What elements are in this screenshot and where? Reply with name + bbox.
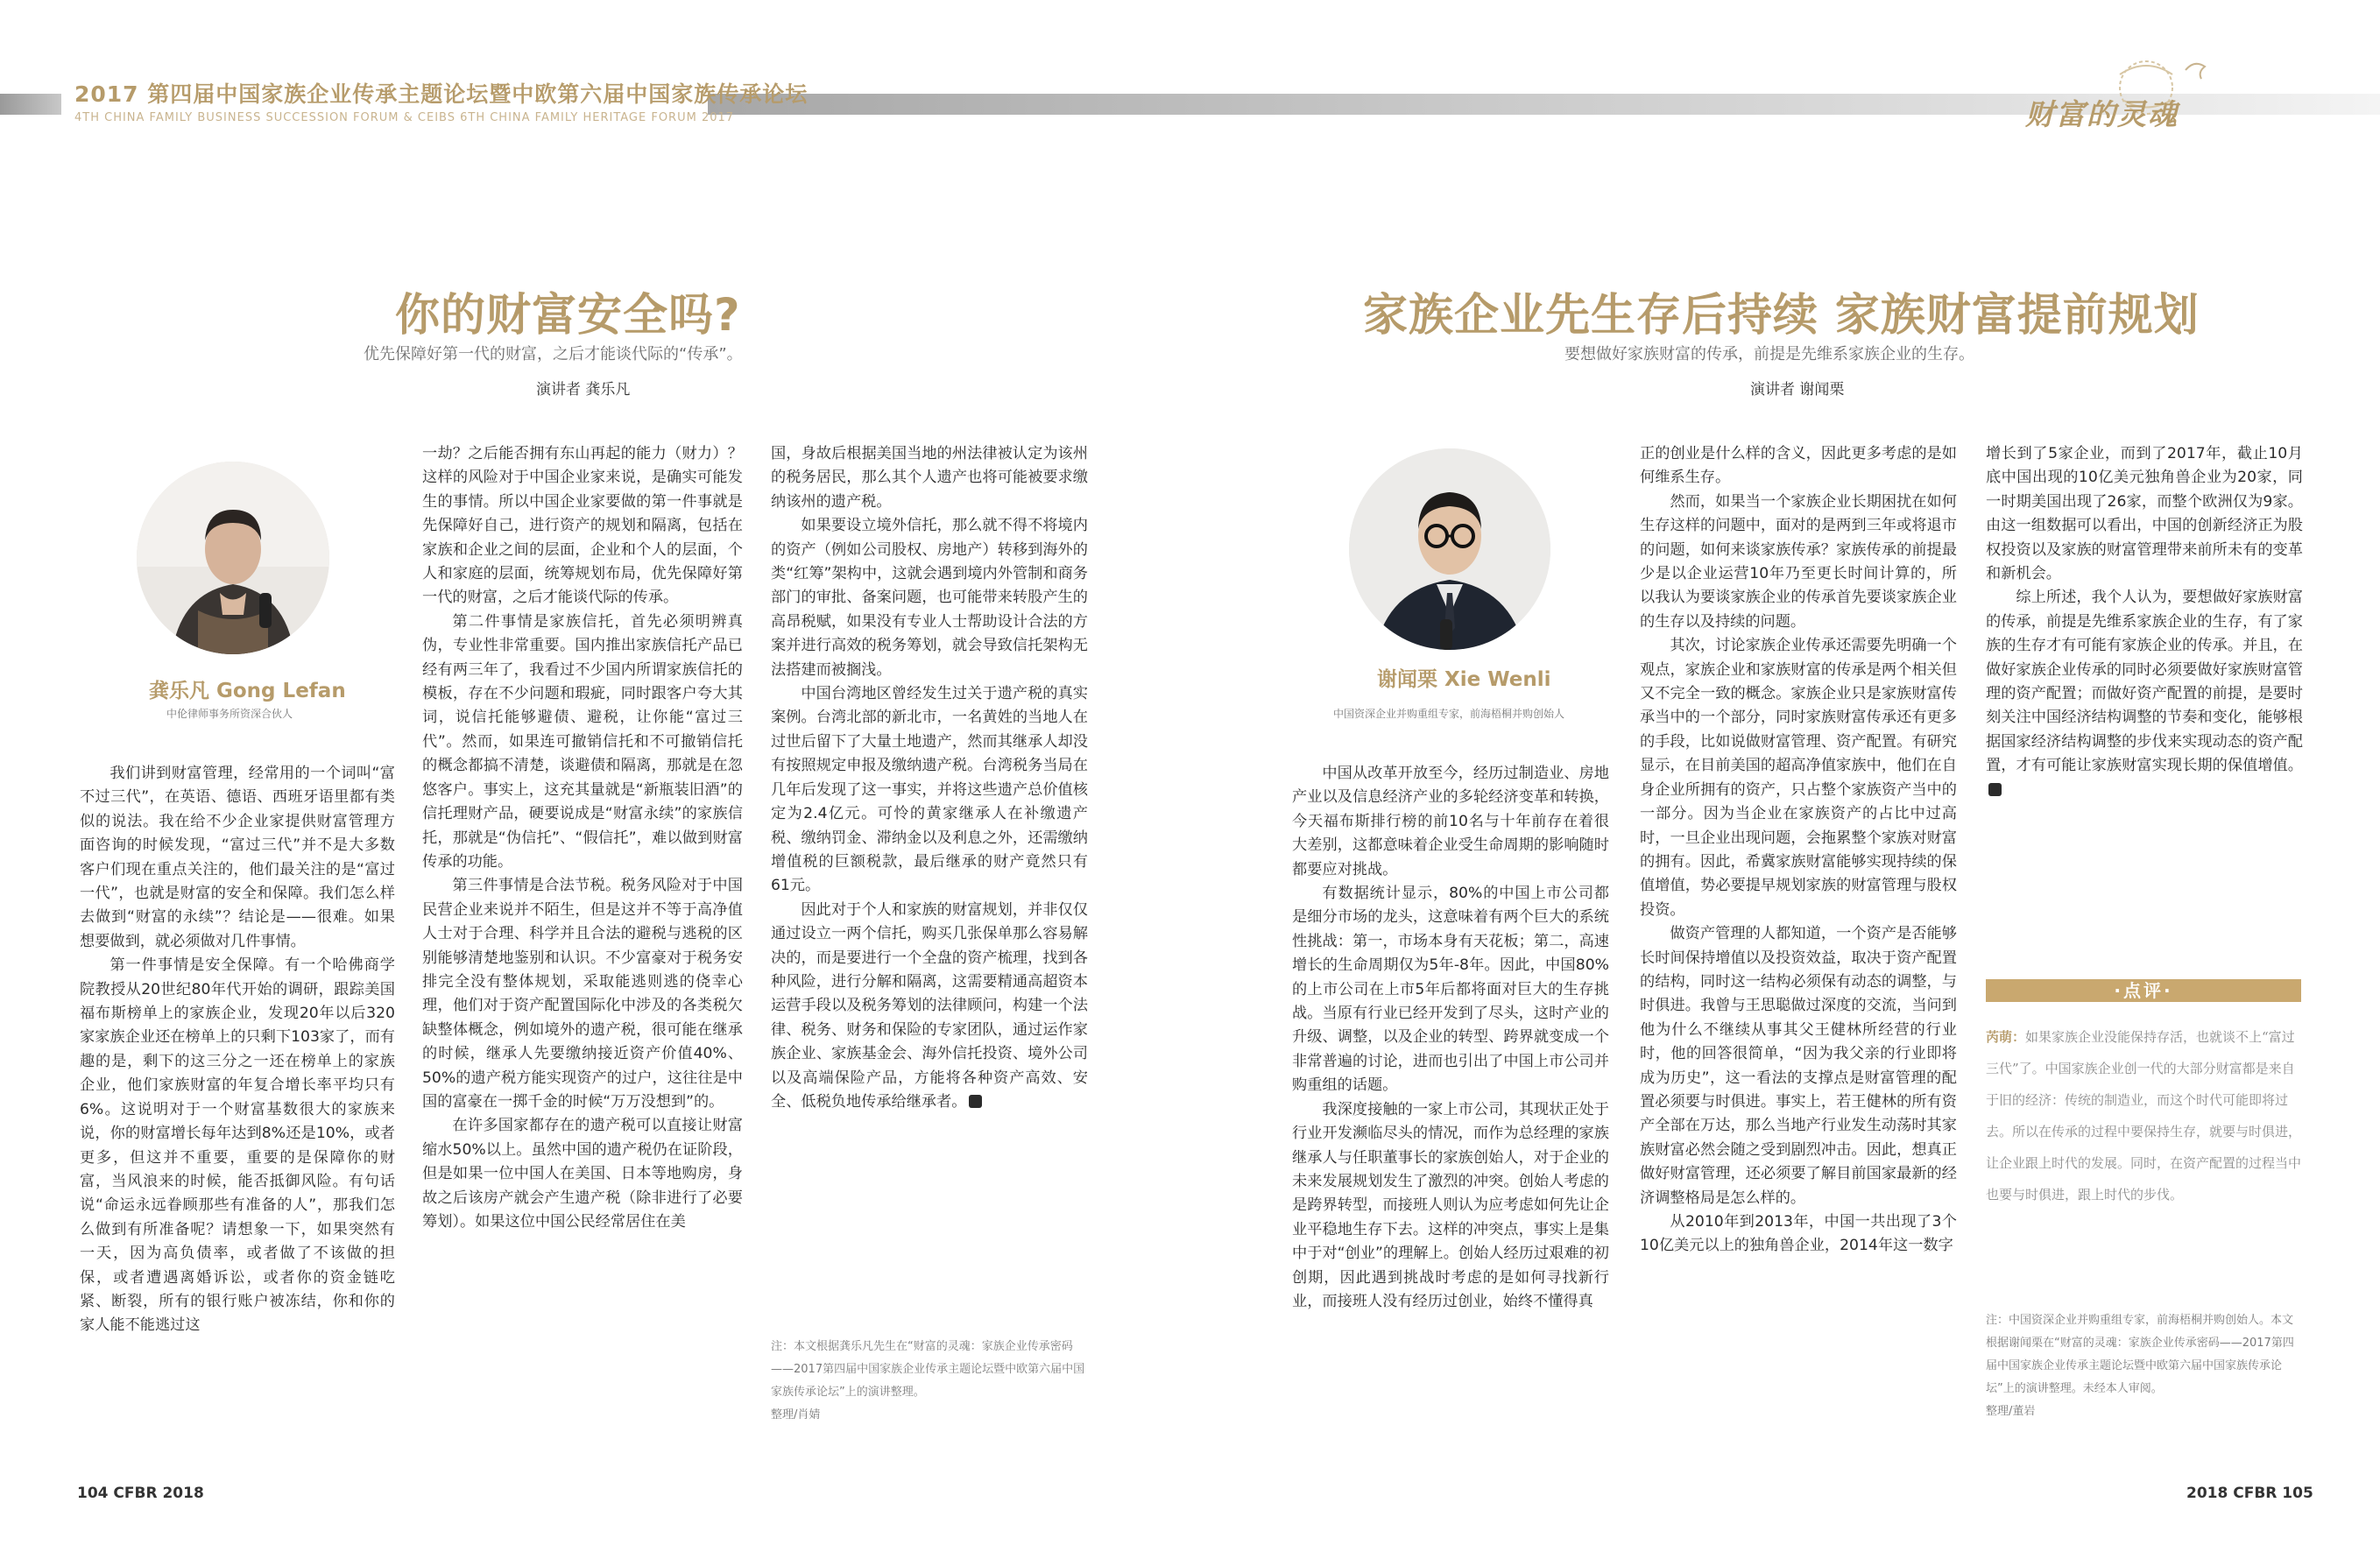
right-article-col-3 xyxy=(1986,442,2303,802)
left-speaker-name: 龚乐凡 Gong Lefan xyxy=(149,680,346,702)
right-speaker-name: 谢闻栗 Xie Wenli xyxy=(1377,668,1551,691)
paragraph: 我们讲到财富管理，经常用的一个词叫“富不过三代”，在英语、德语、西班牙语里都有类似的说法。我在给不少企业家提供财富管理方面咨询的时候发现，“富过三代”并不是大多数客户们现在重点关注的，他们最关注的是“富过一代”，也就是财富的安全和保障。我们怎么样去做到“财富的永续”？结论是——很难。如果想要做到，就必须做对几件事情。 xyxy=(80,765,395,950)
comment-text: 如果家族企业没能保持存活，也就谈不上“富过三代”了。中国家族企业创一代的大部分财富都是来自于旧的经济：传统的制造业，而这个时代可能即将过去。所以在传承的过程中要保持生存，就要与时俱进，让企业跟上时代的发展。同时，在资产配置的过程当中也要与时俱进，跟上时代的步伐。 xyxy=(1986,1029,2302,1203)
comment-body xyxy=(1986,1021,2303,1210)
paragraph: 国，身故后根据美国当地的州法律被认定为该州的税务居民，那么其个人遗产也将可能被要求缴纳该州的遗产税。 xyxy=(771,445,1088,511)
speaker-portrait-gong xyxy=(137,462,329,654)
paragraph: 增长到了5家企业，而到了2017年，截止10月底中国出现的10亿美元独角兽企业为20家，同一时期美国出现了26家，而整个欧洲仅为9家。由这一组数据可以看出，中国的创新经济正为股权投资以及家族的财富管理带来前所未有的变革和新机会。 xyxy=(1986,445,2303,583)
paragraph: 在许多国家都存在的遗产税可以直接让财富缩水50%以上。虽然中国的遗产税仍在证阶段，但是如果一位中国人在美国、日本等地购房，身故之后该房产就会产生遗产税（除非进行了必要筹划）。如果这位中国公民经常居住在美 xyxy=(422,1117,743,1231)
left-article-col-3 xyxy=(771,442,1088,1114)
right-article-col-2 xyxy=(1640,442,1957,1259)
note-text: 注：本文根据龚乐凡先生在“财富的灵魂：家族企业传承密码——2017第四届中国家族企业传承主题论坛暨中欧第六届中国家族传承论坛”上的演讲整理。 xyxy=(771,1340,1085,1399)
left-page-folio: 104 CFBR 2018 xyxy=(77,1485,204,1502)
paragraph-text: 综上所述，我个人认为，要想做好家族财富的传承，前提是先维系家族企业的生存，有了家族的生存才有可能有家族企业的传承。并且，在做好家族企业传承的同时必须要做好家族财富管理的资产配置；而做好资产配置的前提，是要时刻关注中国经济结构调整的节奏和变化，能够根据国家经济结构调整的步伐来实现动态的资产配置，才有可能让家族财富实现长期的保值增值。 xyxy=(1986,589,2303,775)
note-editor: 整理/肖婧 xyxy=(771,1408,821,1421)
paragraph: 第一件事情是安全保障。有一个哈佛商学院教授从20世纪80年代开始的调研，跟踪美国福布斯榜单上的家族企业，发现20年以后320家家族企业还在榜单上的只剩下103家了，而有趣的是，剩下的这三分之一还在榜单上的家族企业，他们家族财富的年复合增长率平均只有6%。这说明对于一个财富基数很大的家族来说，你的财富增长每年达到8%还是10%，或者更多，但这并不重要，重要的是保障你的财富，当风浪来的时候，能否抵御风险。有句话说“命运永远眷顾那些有准备的人”，那我们怎么做到有所准备呢？请想象一下，如果突然有一天，因为高负债率，或者做了不该做的担保，或者遭遇离婚诉讼，或者你的资金链吃紧、断裂，所有的银行账户被冻结，你和你的家人能不能逃过这 xyxy=(80,956,395,1335)
left-article-author: 演讲者 龚乐凡 xyxy=(536,381,631,399)
magazine-logo: 财富的灵魂 xyxy=(2025,97,2179,131)
left-article-col-1 xyxy=(80,762,395,1338)
forum-title: 2017 第四届中国家族企业传承主题论坛暨中欧第六届中国家族传承论坛 xyxy=(74,81,809,107)
paragraph: 从2010年到2013年，中国一共出现了3个10亿美元以上的独角兽企业，2014年这一数字 xyxy=(1640,1213,1957,1255)
note-editor: 整理/董岩 xyxy=(1986,1405,2036,1418)
left-article-note xyxy=(771,1336,1088,1427)
note-text: 注：中国资深企业并购重组专家，前海梧桐并购创始人。本文根据谢闻栗在“财富的灵魂：家族企业传承密码——2017第四届中国家族企业传承主题论坛暨中欧第六届中国家族传承论坛”上的演讲整理。未经本人审阅。 xyxy=(1986,1314,2294,1395)
speaker-portrait-xie xyxy=(1349,448,1550,650)
paragraph: 如果要设立境外信托，那么就不得不将境内的资产（例如公司股权、房地产）转移到海外的类“红筹”架构中，这就会遇到境内外管制和商务部门的审批、备案问题，也可能带来转股产生的高昂税赋，如果没有专业人士帮助设计合法的方案并进行高效的税务筹划，就会导致信托架构无法搭建而被搁浅。 xyxy=(771,517,1088,679)
right-article-author: 演讲者 谢闻栗 xyxy=(1750,381,1845,399)
paragraph: 中国从改革开放至今，经历过制造业、房地产业以及信息经济产业的多轮经济变革和转换，今天福布斯排行榜的前10名与十年前存在着很大差别，这都意味着企业受生命周期的影响随时都要应对挑战。 xyxy=(1292,765,1609,878)
paragraph xyxy=(1986,586,2303,802)
paragraph: 然而，如果当一个家族企业长期困扰在如何生存这样的问题中，面对的是两到三年或将退市的问题，如何来谈家族传承？家族传承的前提最少是以企业运营10年乃至更长时间计算的，所以我认为要谈家族企业的传承首先要谈家族企业的生存以及持续的问题。 xyxy=(1640,492,1957,631)
paragraph: 做资产管理的人都知道，一个资产是否能够长时间保持增值以及投资效益，取决于资产配置的结构，同时这一结构必须保有动态的调整，与时俱进。我曾与王思聪做过深度的交流，当问到他为什么不继续从事其父王健林所经营的行业时，他的回答很简单，“因为我父亲的行业即将成为历史”，这一看法的支撑点是财富管理的配置必须要与时俱进。事实上，若王健林的所有资产全部在万达，那么当地产行业发生动荡时其家族财富必然会随之受到剧烈冲击。因此，想真正做好财富管理，还必须要了解目前国家最新的经济调整格局是怎么样的。 xyxy=(1640,925,1957,1207)
right-article-note xyxy=(1986,1309,2303,1423)
right-page-folio: 2018 CFBR 105 xyxy=(2186,1485,2313,1502)
paragraph: 正的创业是什么样的含义，因此更多考虑的是如何维系生存。 xyxy=(1640,445,1957,487)
end-mark-icon xyxy=(1988,783,2002,796)
right-article-title: 家族企业先生存后持续 家族财富提前规划 xyxy=(1363,290,2200,342)
header-bar-left xyxy=(0,94,61,115)
forum-subtitle: 4TH CHINA FAMILY BUSINESS SUCCESSION FORUM & CEIBS 6TH CHINA FAMILY HERITAGE FORUM 2017 xyxy=(74,111,735,124)
comment-header: ·点评· xyxy=(1986,979,2301,1002)
paragraph: 有数据统计显示，80%的中国上市公司都是细分市场的龙头，这意味着有两个巨大的系统性挑战：第一，市场本身有天花板；第二，高速增长的生命周期仅为5年-8年。因此，中国80%的上市公司在上市5年后都将面对巨大的生存挑战。当原有行业已经开发到了尽头，这时产业的升级、调整，以及企业的转型、跨界就变成一个非常普遍的讨论，进而也引出了中国上市公司并购重组的话题。 xyxy=(1292,885,1609,1095)
left-speaker-desc: 中伦律师事务所资深合伙人 xyxy=(166,708,293,720)
comment-author: 芮萌： xyxy=(1986,1029,2026,1045)
right-article-subtitle: 要想做好家族财富的传承，前提是先维系家族企业的生存。 xyxy=(1564,345,1974,363)
left-article-subtitle: 优先保障好第一代的财富，之后才能谈代际的“传承”。 xyxy=(364,345,743,363)
paragraph: 中国台湾地区曾经发生过关于遗产税的真实案例。台湾北部的新北市，一名黄姓的当地人在过世后留下了大量土地遗产，然而其继承人却没有按照规定申报及缴纳遗产税。台湾税务当局在几年后发现了这一事实，并将这些遗产总价值核定为2.4亿元。可怜的黄家继承人在补缴遗产税、缴纳罚金、滞纳金以及利息之外，还需缴纳增值税的巨额税款，最后继承的财产竟然只有61元。 xyxy=(771,685,1088,895)
left-article-col-2 xyxy=(422,442,743,1234)
paragraph: 第三件事情是合法节税。税务风险对于中国民营企业来说并不陌生，但是这并不等于高净值人士对于合理、科学并且合法的避税与逃税的区别能够清楚地鉴别和认识。不少富豪对于税务安排完全没有整体规划，采取能逃则逃的侥幸心理，他们对于资产配置国际化中涉及的各类税欠缺整体概念，例如境外的遗产税，很可能在继承的时候，继承人先要缴纳接近资产价值40%、50%的遗产税方能实现资产的过户，这往往是中国的富豪在一掷千金的时候“万万没想到”的。 xyxy=(422,877,743,1111)
paragraph-text: 因此对于个人和家族的财富规划，并非仅仅通过设立一两个信托，购买几张保单那么容易解决的，而是要进行一个全盘的资产梳理，找到各种风险，进行分解和隔离，这需要精通高超资本运营手段以及税务筹划的法律顾问，构建一个法律、税务、财务和保险的专家团队，通过运作家族企业、家族基金会、海外信托投资、境外公司以及高端保险产品，方能将各种资产高效、安全、低税负地传承给继承者。 xyxy=(771,900,1088,1111)
paragraph xyxy=(771,899,1088,1115)
end-mark-icon xyxy=(969,1095,982,1108)
right-speaker-desc: 中国资深企业并购重组专家，前海梧桐并购创始人 xyxy=(1333,708,1565,720)
paragraph: 其次，讨论家族企业传承还需要先明确一个观点，家族企业和家族财富的传承是两个相关但又不完全一致的概念。家族企业只是家族财富传承当中的一个部分，同时家族财富传承还有更多的手段，比如说做财富管理、资产配置。有研究显示，在目前美国的超高净值家族中，他们在自身企业所拥有的资产，只占整个家族资产当中的一部分。因为当企业在家族资产的占比中过高时，一旦企业出现问题，会拖累整个家族对财富的拥有。因此，希冀家族财富能够实现持续的保值增值，势必要提早规划家族的财富管理与股权投资。 xyxy=(1640,637,1957,919)
paragraph: 第二件事情是家族信托，首先必须明辨真伪，专业性非常重要。国内推出家族信托产品已经有两三年了，我看过不少国内所谓家族信托的模板，存在不少问题和瑕疵，同时跟客户夸大其词，说信托能够避债、避税，让你能“富过三代”。然而，如果连可撤销信托和不可撤销信托的概念都搞不清楚，谈避债和隔离，那就是在忽悠客户。事实上，这充其量就是“新瓶装旧酒”的信托理财产品，硬要说成是“财富永续”的家族信托，那就是“伪信托”、“假信托”，难以做到财富传承的功能。 xyxy=(422,612,743,871)
right-article-col-1 xyxy=(1292,762,1609,1314)
paragraph: 我深度接触的一家上市公司，其现状正处于行业开发濒临尽头的情况，而作为总经理的家族继承人与任职董事长的家族创始人，对于企业的未来发展规划发生了激烈的冲突。创始人考虑的是跨界转型，而接班人则认为应考虑如何先让企业平稳地生存下去。这样的冲突点，事实上是集中于对“创业”的理解上。创始人经历过艰难的初创期，因此遇到挑战时考虑的是如何寻找新行业，而接班人没有经历过创业，始终不懂得真 xyxy=(1292,1100,1609,1310)
paragraph: 一劫？之后能否拥有东山再起的能力（财力）？这样的风险对于中国企业家来说，是确实可能发生的事情。所以中国企业家要做的第一件事就是先保障好自己，进行资产的规划和隔离，包括在家族和企业之间的层面，企业和个人的层面，个人和家庭的层面，统筹规划布局，优先保障好第一代的财富，之后才能谈代际的传承。 xyxy=(422,445,743,607)
left-article-title: 你的财富安全吗? xyxy=(395,290,741,342)
